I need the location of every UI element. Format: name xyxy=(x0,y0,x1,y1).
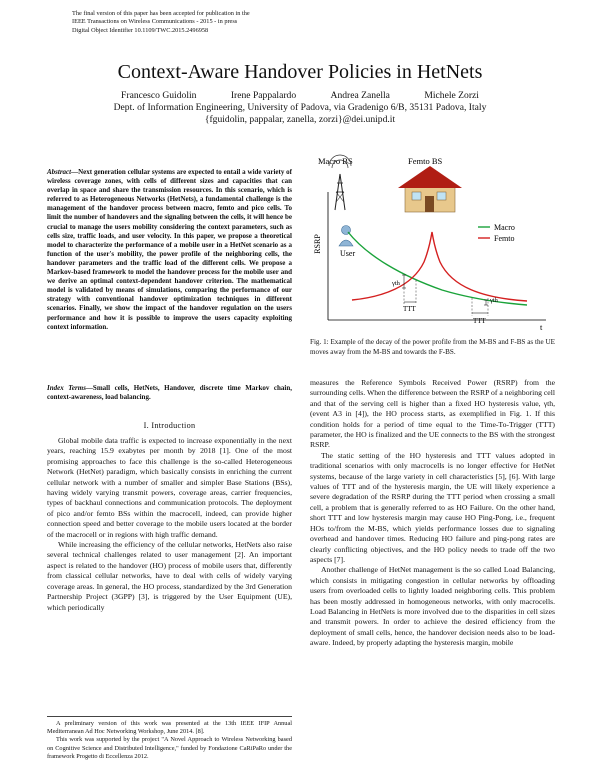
author-emails: {fguidolin, pappalar, zanella, zorzi}@dei.unipd.it xyxy=(204,114,396,125)
author-name: Michele Zorzi xyxy=(424,90,479,101)
author-name: Francesco Guidolin xyxy=(121,90,197,101)
author-block xyxy=(0,90,600,126)
affiliation: Dept. of Information Engineering, University of Padova, via Gradenigo 6/B, 35131 Padova, Italy xyxy=(113,102,487,113)
index-terms-text: Small cells, HetNets, Handover, discrete time Markov chain, context-awareness, load balancing. xyxy=(47,384,293,402)
notice-line-2: IEEE Transactions on Wireless Communications - 2015 - in press xyxy=(72,18,238,26)
femto-house-icon xyxy=(398,166,462,212)
author-names xyxy=(0,90,600,102)
index-terms: Index Terms—Small cells, HetNets, Handover, discrete time Markov chain, context-awareness, load balancing. xyxy=(47,384,293,402)
notice-line-3: Digital Object Identifier 10.1109/TWC.2015.2496958 xyxy=(72,26,209,34)
legend-femto: Femto xyxy=(494,234,515,243)
gamma-th-label: γth xyxy=(392,280,400,287)
footnotes xyxy=(47,716,292,761)
handover-out-markers xyxy=(472,298,488,316)
footnote: A preliminary version of this work was presented at the 13th IEEE IFIP Annual Mediterranean Ad Hoc Networking Workshop, June 2014. [8]. xyxy=(47,720,292,736)
legend-macro: Macro xyxy=(494,223,515,232)
notice-line-1: The final version of this paper has been accepted for publication in the xyxy=(72,10,250,17)
paper-title: Context-Aware Handover Policies in HetNets xyxy=(117,61,483,83)
index-terms-label: Index Terms xyxy=(47,384,86,392)
figure-caption: Fig. 1: Example of the decay of the power profile from the M-BS and F-BS as the UE moves away from the M-BS and towards the F-BS. xyxy=(310,338,555,356)
abstract: Abstract—Next generation cellular systems are expected to entail a wide variety of wireless coverage zones, with cells of different sizes and capacities that can overlap in space and share the transmission resources. In this scenario, which is referred to as Heterogeneous Networks (HetNets), a fundamental challenge is the management of the handover process between macro, femto and pico cells. To limit the number of handovers and the signaling between the cells, it will hence be crucial to manage the users mobility considering the context parameters, such as cells size, traffic loads, and user velocity. In this paper, we propose a theoretical model to characterize the performance of a mobile user in a HetNet scenario as a function of the user's mobility, the power profile of the neighboring cells, the handover parameters and the traffic load of the different cells. We propose a Markov-based framework to model the handover process for the mobile user and we derive an optimal context-dependent handover criterion. The mathematical model is validated by means of simulations, comparing the performance of our strategy with conventional handover optimization techniques in different scenarios. Finally, we show the impact of the handover regulation on the users performance and how it is possible to improve the users capacity exploiting context information. xyxy=(47,168,292,331)
ttt-label: TTT xyxy=(403,305,416,313)
right-column-body xyxy=(310,378,555,649)
user-label: User xyxy=(340,249,356,258)
ttt-label: TTT xyxy=(473,317,486,325)
footnote: This work was supported by the project "A Novel Approach to Wireless Networking based on Cognitive Science and Distributed Intelligence," funded by Fondazione CaRiPaRo under the framework Progetto di Eccellenza 2012. xyxy=(47,736,292,760)
paragraph: While increasing the efficiency of the cellular networks, HetNets also raise several technical challenges related to user management [2]. An important aspect is related to the handover (HO) process of mobile users that, differently from classical cellular networks, have to deal with cells of widely varying coverage areas. In general, the HO process, standardized by the 3rd Generation Partnership Project (3GPP) [3], is triggered by the User Equipment (UE), which periodically xyxy=(47,540,292,612)
femto-bs-label: Femto BS xyxy=(408,156,443,166)
section-title: I. Introduction xyxy=(143,421,196,430)
abstract-label: Abstract xyxy=(47,168,72,176)
y-axis-label: RSRP xyxy=(313,234,322,254)
paragraph: Another challenge of HetNet management is the so called Load Balancing, which consists in mitigating congestion in cellular networks by offloading users from overloaded cells to lightly loaded neighboring cells. This problem has been mostly addressed in homogeneous networks, with only macrocells. Load Balancing in HetNets is more involved due to the disparities in cell sizes and transmit powers. In order to achieve the desired efficiency from the deployment of small cells, hence, the handover decision needs also to be load-aware. Indeed, by properly adapting the hysteresis margin, mobile xyxy=(310,565,555,648)
author-name: Andrea Zanella xyxy=(330,90,390,101)
macro-bs-label: Macro BS xyxy=(318,156,353,166)
paragraph: measures the Reference Symbols Received Power (RSRP) from the surrounding cells. When the difference between the RSRP of a neighboring cell and that of the serving cell is higher than a fixed HO hysteresis value, γth, (event A3 in [4]), the HO process starts, as exemplified in Fig. 1. If this condition holds for a period of time equal to the Time-To-Trigger (TTT) parameter, the HO is finalized and the UE connects to the BS with the strongest RSRP. xyxy=(310,378,555,450)
paragraph: The static setting of the HO hysteresis and TTT values adopted in traditional scenarios with only macrocells is no longer effective for HetNet systems, because of the large variety in cell characteristics [5], [6]. With large values of TTT and of the hysteresis margin, the UE will likely experience a severe degradation of the RSRP during the TTT period when crossing a small cell, a problem that is generally referred to as HO Failure. On the other hand, short TTT and low hysteresis margin may cause HO Ping-Pong, i.e., frequent HOs to/from the M-BS, which yields performance losses due to signaling overhead and handover times. Reducing HO failure and ping-pong rates are clearly conflicting objectives, and the HO policy needs to trade off the two aspects [7]. xyxy=(310,450,555,564)
gamma-th-label: γth xyxy=(490,297,498,304)
paragraph: Global mobile data traffic is expected to increase exponentially in the next years, reaching 15.9 exabytes per month by 2018 [1]. One of the most promising approaches to face this challenge is the so-called Heterogeneous Network (HetNet) paradigm, which basically consists in enriching the current cellular network with a number of smaller and simpler Base Stations (BSs), having widely varying transmit powers, coverage areas, carrier frequencies, types of backhaul connections and communication protocols. The deployment of pico and/or femto BSs within the macrocell, indeed, can provide higher connection speed and better coverage to the mobile users located at the border of the macrocell or in regions with high traffic demand. xyxy=(47,436,292,539)
abstract-text: Next generation cellular systems are expected to entail a wide variety of wireless coverage zones, with cells of different sizes and capacities that can overlap in space and share the transmission resources. In this scenario, which is referred to as Heterogeneous Networks (HetNets), a fundamental challenge is the management of the handover process between macro, femto and pico cells. To limit the number of handovers and the signaling between the cells, it will hence be crucial to manage the users mobility considering the context parameters, such as cells size, traffic loads, and user velocity. In this paper, we propose a theoretical model to characterize the performance of a mobile user in a HetNet scenario as a function of the user's mobility, the power profile of the neighboring cells, the handover parameters and the traffic load of the different cells. We propose a Markov-based framework to model the handover process for the mobile user and we derive an optimal context-dependent handover criterion. The mathematical model is validated by means of simulations, comparing the performance of our strategy with conventional handover optimization techniques in different scenarios. Finally, we show the impact of the handover regulation on the users performance and how it is possible to improve the users capacity exploiting context information. xyxy=(47,168,292,331)
publication-notice xyxy=(72,10,372,35)
introduction-body xyxy=(47,436,292,613)
x-axis-label: t xyxy=(540,322,543,332)
figure-rsrp-diagram xyxy=(312,152,552,332)
author-name: Irene Pappalardo xyxy=(230,90,297,101)
